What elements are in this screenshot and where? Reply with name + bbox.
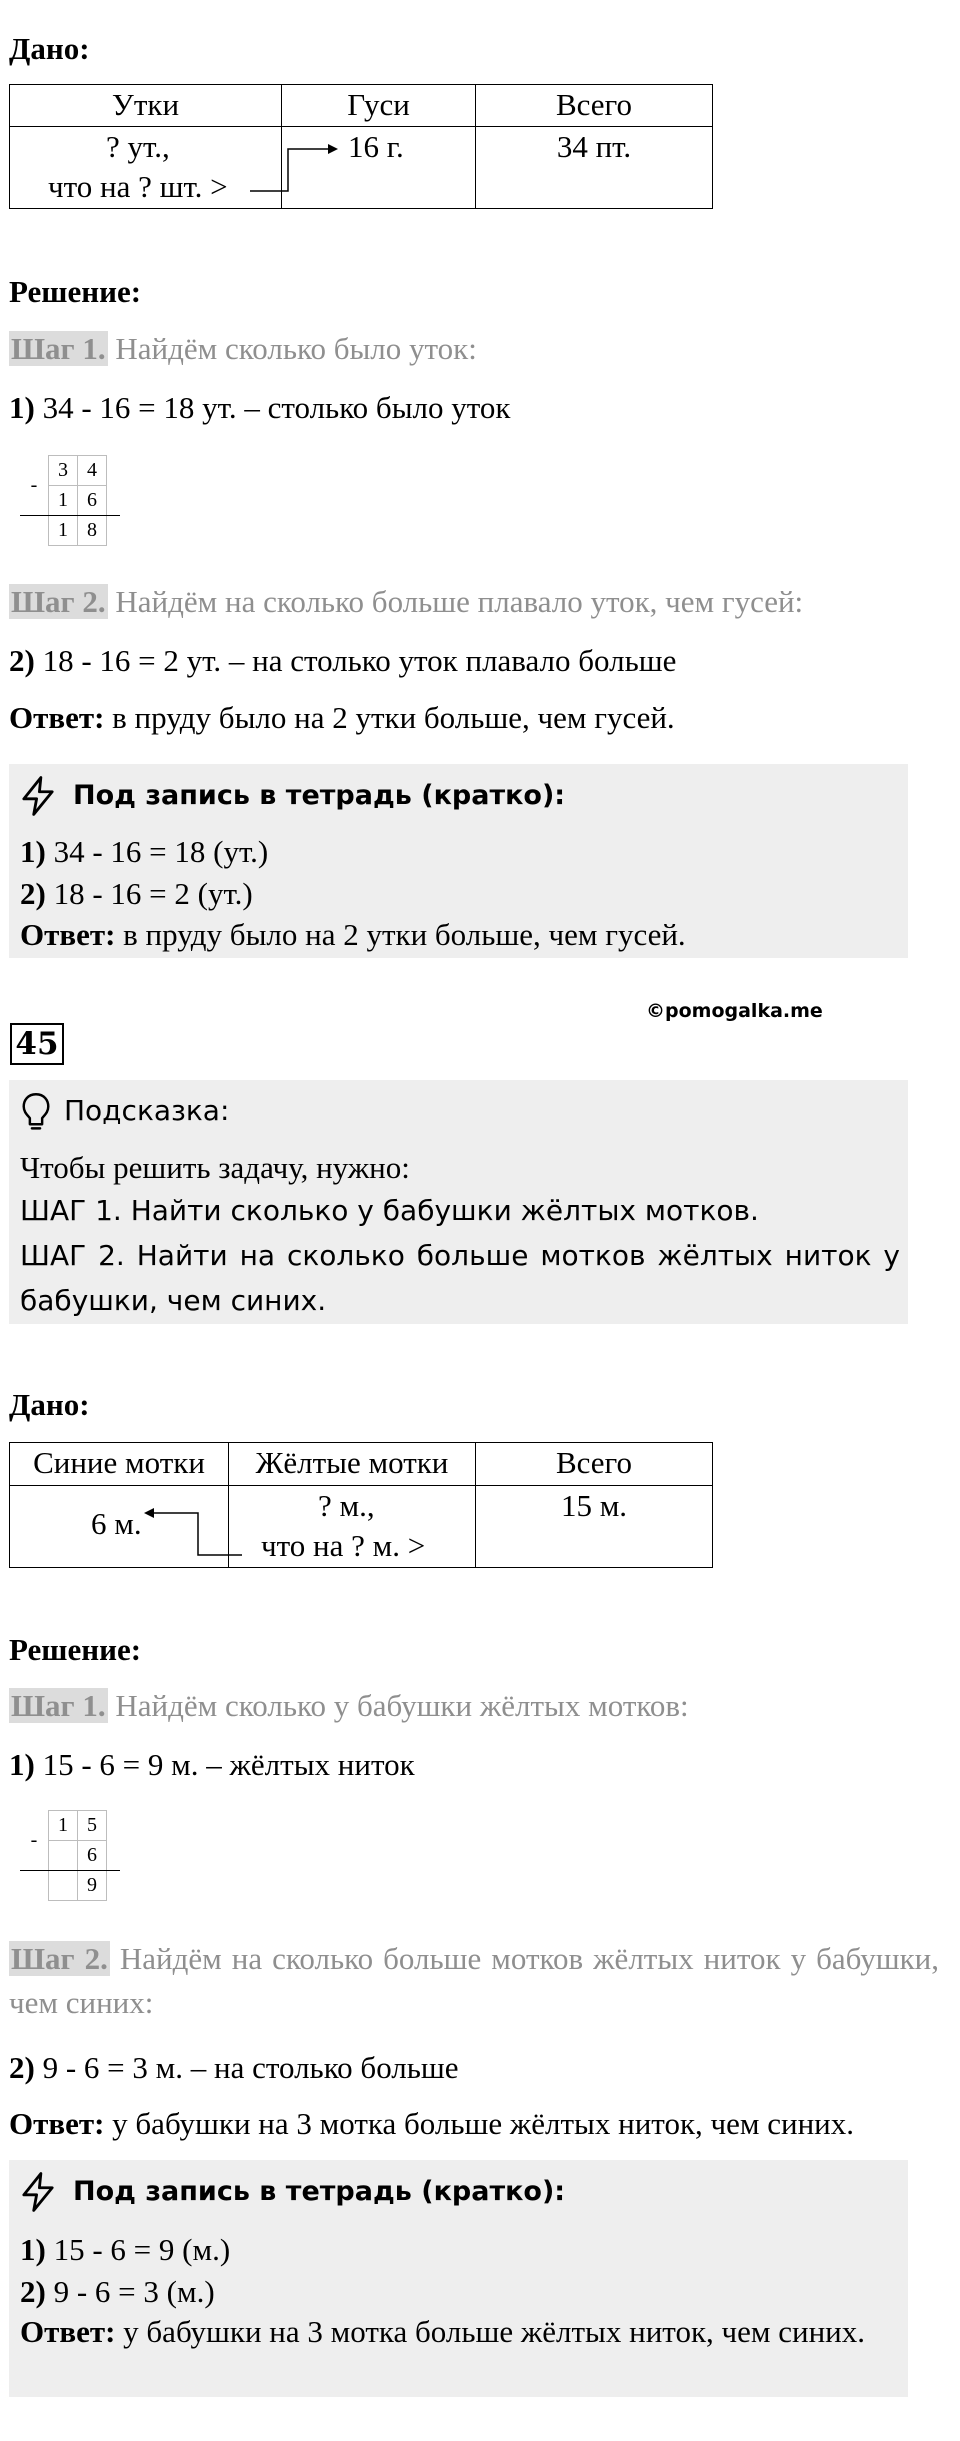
given-label: Дано: <box>9 31 90 66</box>
step2-line: Шаг 2. Найдём на сколько больше плавало уток, чем гусей: <box>11 584 804 619</box>
table-header: Синие мотки <box>10 1443 229 1486</box>
hint-step-1: ШАГ 1. Найти сколько у бабушки жёлтых мотков. <box>20 1194 759 1227</box>
notebook-line-1: 1) 34 - 16 = 18 (ут.) <box>20 834 269 869</box>
table-header: Всего <box>476 1443 713 1486</box>
table-header: Жёлтые мотки <box>229 1443 476 1486</box>
table-cell-geese: 16 г. <box>282 127 476 209</box>
equation-1: 1) 34 - 16 = 18 ут. – столько было уток <box>9 390 511 425</box>
notebook-line-2: 2) 18 - 16 = 2 (ут.) <box>20 876 253 911</box>
minus-sign: - <box>30 474 38 496</box>
table-cell-yellow: ? м., что на ? м. > <box>229 1486 476 1568</box>
notebook-box <box>9 764 908 958</box>
table-header: Гуси <box>282 85 476 127</box>
given-table <box>9 84 713 209</box>
table-cell-ducks: ? ут., что на ? шт. > <box>10 127 282 209</box>
lightning-icon <box>21 2172 55 2212</box>
sum-line <box>20 1870 120 1871</box>
notebook-box <box>9 2160 908 2397</box>
solution-label: Решение: <box>9 1632 142 1667</box>
hint-title: Подсказка: <box>64 1094 230 1127</box>
step1-line: Шаг 1. Найдём сколько было уток: <box>11 331 477 366</box>
notebook-answer: Ответ: в пруду было на 2 утки больше, чем гусей. <box>20 917 686 952</box>
step-label: Шаг 2. <box>11 1941 108 1976</box>
step-label: Шаг 1. <box>11 331 106 366</box>
comparison-arrow <box>250 138 340 198</box>
table-header: Утки <box>10 85 282 127</box>
answer: Ответ: в пруду было на 2 утки больше, чем гусей. <box>9 700 675 735</box>
minus-sign: - <box>30 1829 38 1851</box>
lightbulb-icon <box>21 1091 51 1133</box>
table-cell-total: 34 пт. <box>476 127 713 209</box>
comparison-arrow <box>140 1502 250 1562</box>
table-cell-blue: 6 м. <box>10 1486 229 1568</box>
column-subtraction: - 3 4 1 6 1 8 <box>20 455 120 555</box>
notebook-line-1: 1) 15 - 6 = 9 (м.) <box>20 2232 231 2267</box>
equation-1: 1) 15 - 6 = 9 м. – жёлтых ниток <box>9 1747 415 1782</box>
equation-2: 2) 18 - 16 = 2 ут. – на столько уток плавало больше <box>9 643 677 678</box>
table-header: Всего <box>476 85 713 127</box>
notebook-title: Под запись в тетрадь (кратко): <box>73 2176 566 2207</box>
watermark: ©pomogalka.me <box>646 1000 823 1022</box>
lightning-icon <box>21 776 55 816</box>
hint-box <box>9 1080 908 1324</box>
table-cell-total: 15 м. <box>476 1486 713 1568</box>
hint-step-2: ШАГ 2. Найти на сколько больше мотков жёлтых ниток у бабушки, чем синих. <box>20 1239 900 1317</box>
notebook-line-2: 2) 9 - 6 = 3 (м.) <box>20 2274 215 2309</box>
step1-line: Шаг 1. Найдём сколько у бабушки жёлтых мотков: <box>11 1688 689 1723</box>
answer: Ответ: у бабушки на 3 мотка больше жёлтых ниток, чем синих. <box>9 2106 855 2141</box>
hint-intro: Чтобы решить задачу, нужно: <box>20 1150 410 1185</box>
step2-line: Шаг 2. Найдём на сколько больше мотков жёлтых ниток у бабушки, чем синих: <box>9 1941 939 2020</box>
task-number: 45 <box>10 1023 64 1065</box>
notebook-title: Под запись в тетрадь (кратко): <box>73 780 566 811</box>
step-label: Шаг 1. <box>11 1688 106 1723</box>
sum-line <box>20 515 120 516</box>
step-label: Шаг 2. <box>11 584 106 619</box>
notebook-answer: Ответ: у бабушки на 3 мотка больше жёлтых ниток, чем синих. <box>20 2314 866 2349</box>
given-table <box>9 1442 713 1568</box>
given-label: Дано: <box>9 1387 90 1422</box>
solution-label: Решение: <box>9 274 142 309</box>
column-subtraction: - 1 5 6 9 <box>20 1810 120 1910</box>
equation-2: 2) 9 - 6 = 3 м. – на столько больше <box>9 2050 459 2085</box>
